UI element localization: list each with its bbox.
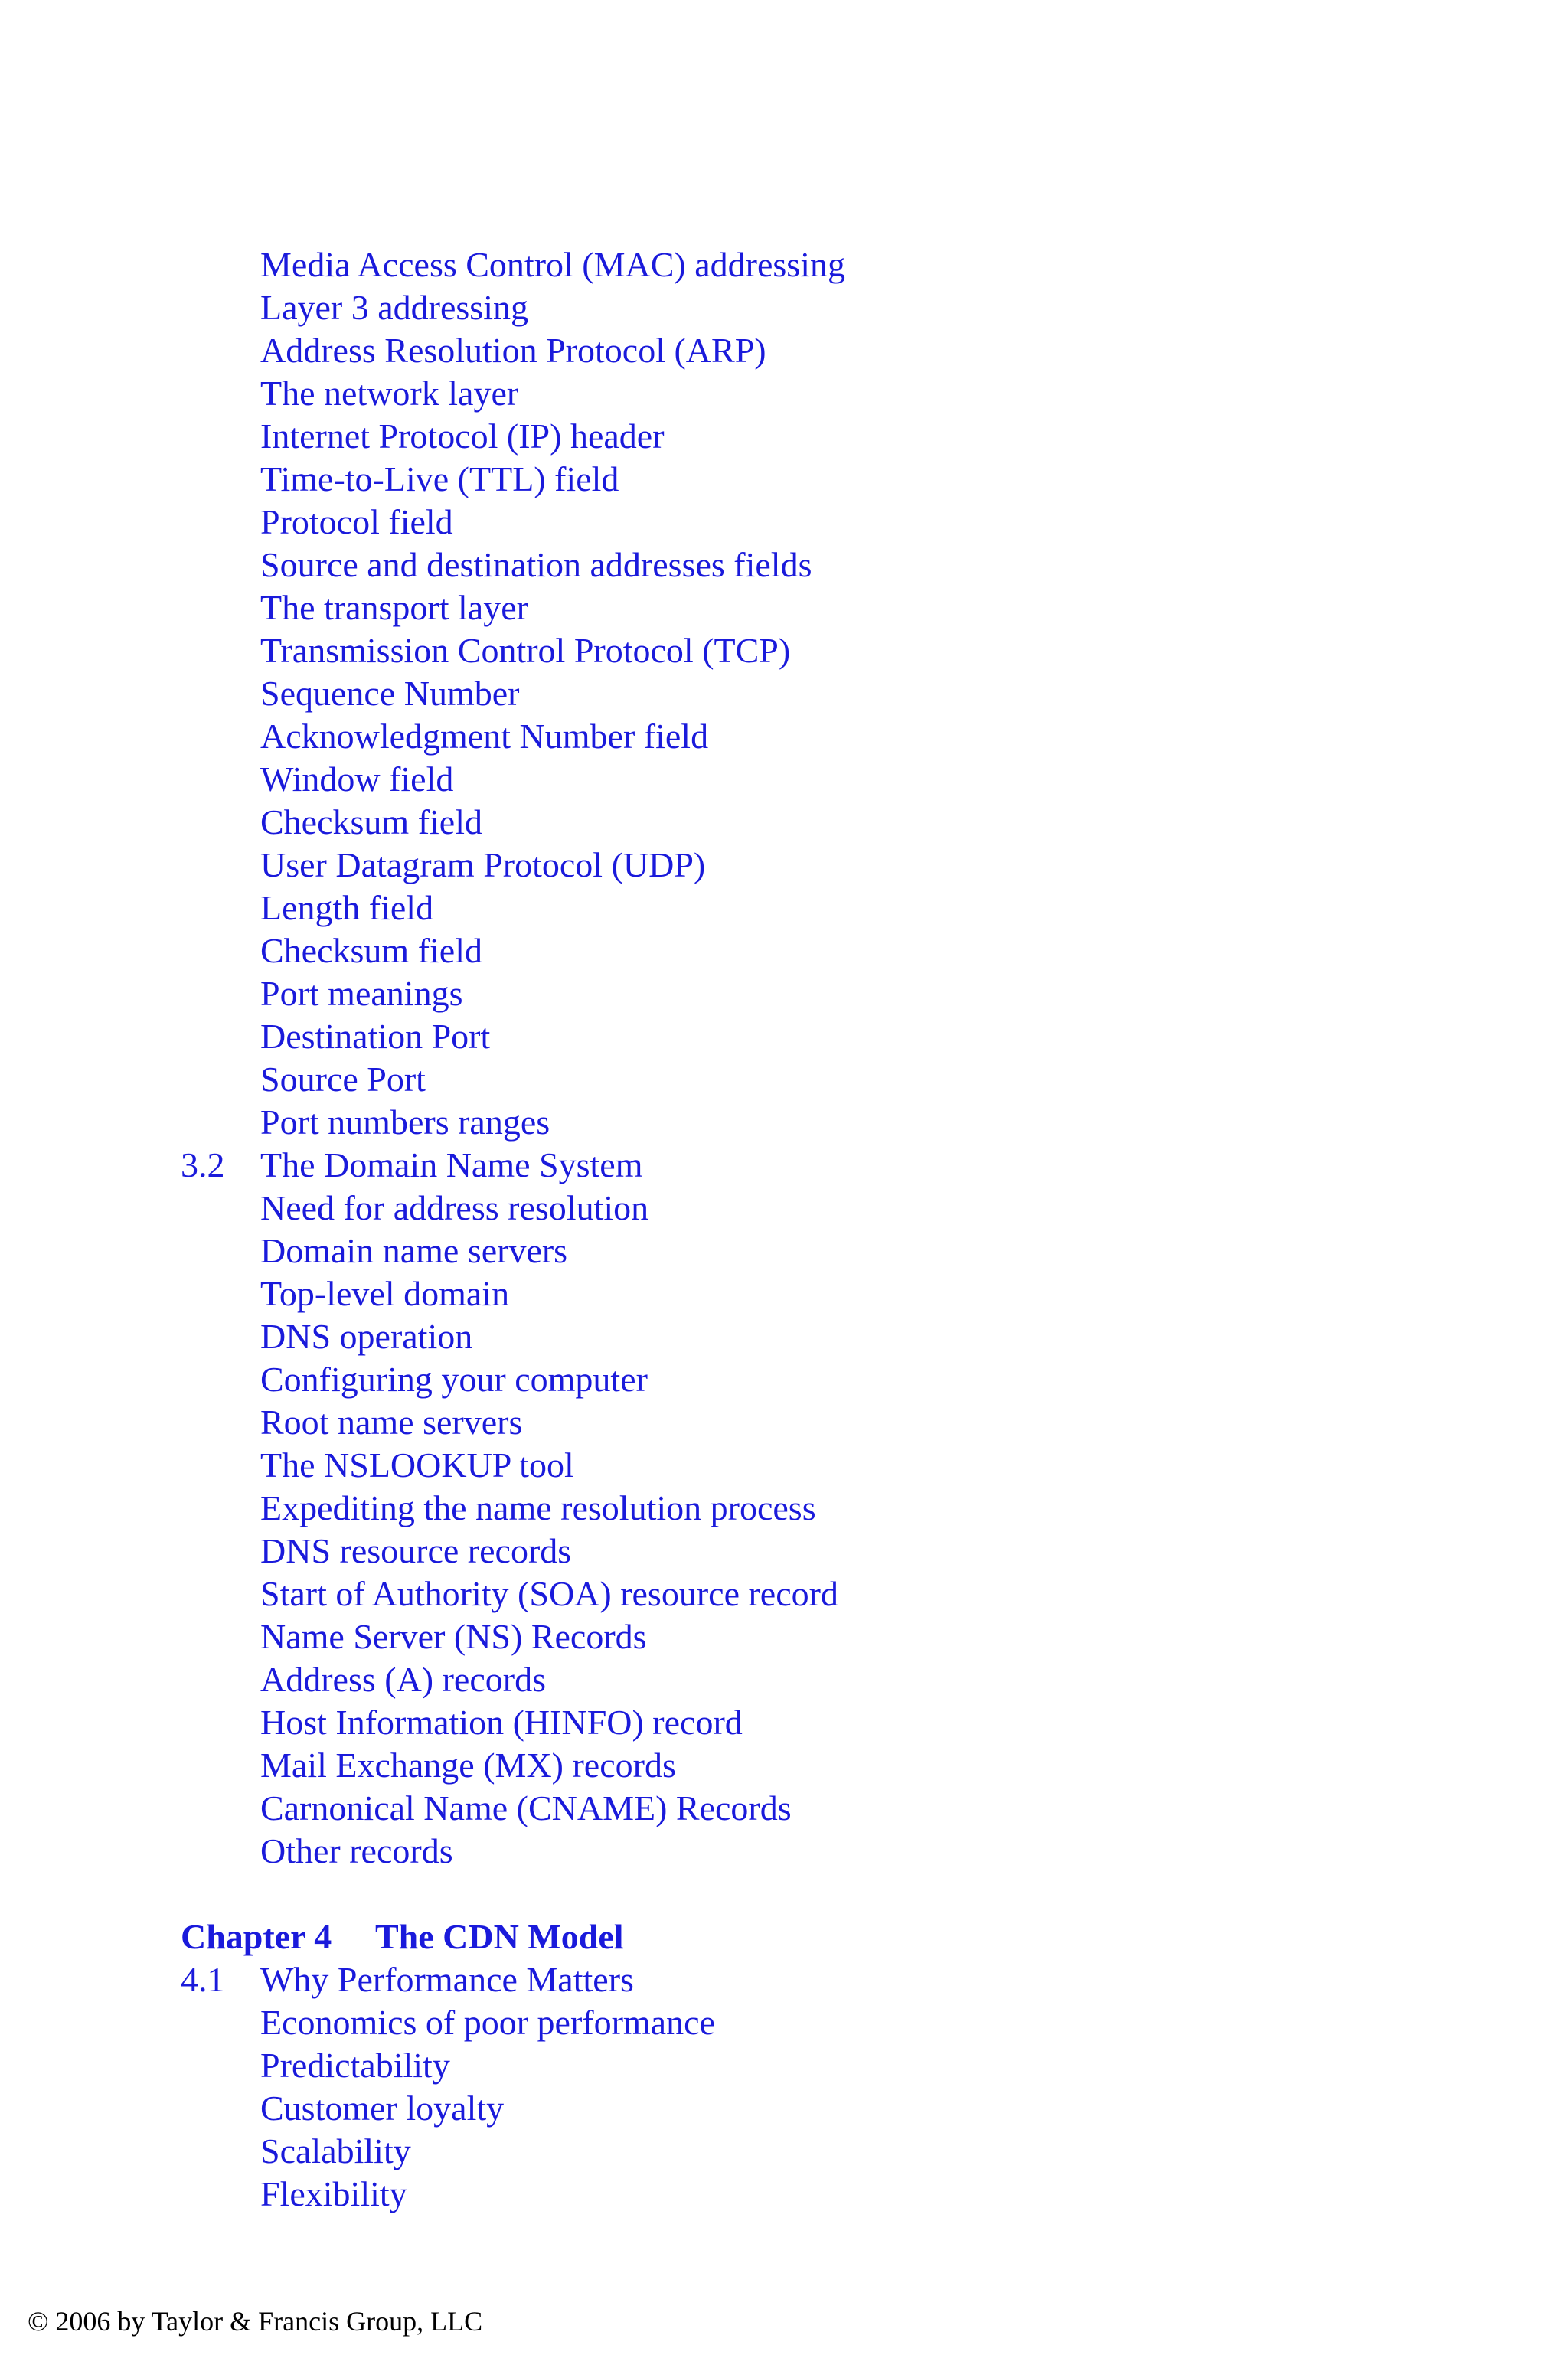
toc-entry[interactable] [0, 286, 1568, 329]
toc-entry-link[interactable]: Source Port [260, 1060, 426, 1099]
copyright-footer: © 2006 by Taylor & Francis Group, LLC [28, 2306, 483, 2337]
toc-entry[interactable] [0, 1487, 1568, 1530]
toc-entry[interactable] [0, 1187, 1568, 1230]
toc-entry-link[interactable]: The NSLOOKUP tool [260, 1445, 574, 1484]
toc-entry-link[interactable]: Expediting the name resolution process [260, 1488, 816, 1527]
toc-entry[interactable] [0, 415, 1568, 458]
toc-entry[interactable] [0, 1058, 1568, 1101]
toc-entry[interactable] [0, 1530, 1568, 1573]
toc-entry[interactable] [0, 715, 1568, 758]
section-number: 3.2 [181, 1145, 225, 1184]
toc-entry-link[interactable]: Flexibility [260, 2174, 407, 2213]
toc-entry-link[interactable]: Port meanings [260, 974, 463, 1013]
toc-chapter-4[interactable] [0, 1916, 1568, 1958]
toc-entry[interactable] [0, 1701, 1568, 1744]
toc-entry-link[interactable]: The transport layer [260, 588, 528, 627]
toc-entry-link[interactable]: Time-to-Live (TTL) field [260, 459, 619, 498]
section-title-link[interactable]: The Domain Name System [260, 1145, 643, 1184]
toc-entry-link[interactable]: Need for address resolution [260, 1188, 649, 1227]
toc-section-4-1[interactable] [0, 1958, 1568, 2001]
toc-entry-link[interactable]: Port numbers ranges [260, 1102, 550, 1142]
toc-entry-link[interactable]: Layer 3 addressing [260, 288, 528, 327]
toc-entry-link[interactable]: Configuring your computer [260, 1360, 648, 1399]
toc-entry-link[interactable]: Protocol field [260, 502, 453, 541]
toc-entry[interactable] [0, 758, 1568, 801]
chapter-label: Chapter 4 [181, 1917, 332, 1956]
toc-entry[interactable] [0, 1401, 1568, 1444]
toc-entry-link[interactable]: Window field [260, 759, 454, 799]
toc-entry-link[interactable]: Customer loyalty [260, 2089, 505, 2128]
toc-entry-link[interactable]: Mail Exchange (MX) records [260, 1746, 676, 1785]
toc-entry-link[interactable]: Address Resolution Protocol (ARP) [260, 331, 766, 370]
toc-entry[interactable] [0, 1658, 1568, 1701]
toc-entry[interactable] [0, 2173, 1568, 2216]
toc-entry-link[interactable]: DNS resource records [260, 1531, 572, 1570]
toc-entry-link[interactable]: Start of Authority (SOA) resource record [260, 1574, 838, 1613]
toc-entry[interactable] [0, 1615, 1568, 1658]
toc-entry-link[interactable]: User Datagram Protocol (UDP) [260, 845, 706, 884]
toc-entry[interactable] [0, 1573, 1568, 1615]
toc-entry-link[interactable]: Destination Port [260, 1017, 491, 1056]
toc-entry-link[interactable]: Sequence Number [260, 674, 520, 713]
toc-entry-link[interactable]: Source and destination addresses fields [260, 545, 812, 584]
toc-entry-link[interactable]: Predictability [260, 2046, 450, 2085]
toc-entry[interactable] [0, 1744, 1568, 1787]
toc-entry[interactable] [0, 1272, 1568, 1315]
toc-entry-link[interactable]: Transmission Control Protocol (TCP) [260, 631, 791, 670]
toc-entry[interactable] [0, 544, 1568, 586]
toc-entry[interactable] [0, 2044, 1568, 2087]
toc-entry-link[interactable]: Top-level domain [260, 1274, 510, 1313]
toc-entry[interactable] [0, 844, 1568, 887]
toc-entry[interactable] [0, 972, 1568, 1015]
toc-entry[interactable] [0, 2001, 1568, 2044]
toc-entry-link[interactable]: Checksum field [260, 802, 482, 841]
toc-entry[interactable] [0, 672, 1568, 715]
toc-entry-link[interactable]: Scalability [260, 2131, 411, 2170]
toc-entry[interactable] [0, 929, 1568, 972]
toc-entry-link[interactable]: Checksum field [260, 931, 482, 970]
section-number: 4.1 [181, 1960, 225, 1999]
toc-entry-link[interactable]: Length field [260, 888, 434, 927]
toc-entry[interactable] [0, 586, 1568, 629]
toc-entry-link[interactable]: DNS operation [260, 1317, 473, 1356]
toc-entry-link[interactable]: Address (A) records [260, 1660, 546, 1699]
toc-entry-link[interactable]: Acknowledgment Number field [260, 717, 709, 756]
toc-entry[interactable] [0, 2087, 1568, 2130]
toc-entry-link[interactable]: Other records [260, 1831, 453, 1870]
toc-entry[interactable] [0, 629, 1568, 672]
toc-entry[interactable] [0, 1358, 1568, 1401]
toc-entry[interactable] [0, 1315, 1568, 1358]
toc-entry[interactable] [0, 1015, 1568, 1058]
toc-entry[interactable] [0, 1101, 1568, 1144]
toc-entry[interactable] [0, 1444, 1568, 1487]
toc-entry-link[interactable]: Media Access Control (MAC) addressing [260, 245, 845, 284]
toc-entry-link[interactable]: Internet Protocol (IP) header [260, 416, 665, 456]
toc-entry[interactable] [0, 887, 1568, 929]
toc-entry-link[interactable]: Economics of poor performance [260, 2003, 715, 2042]
section-title-link[interactable]: Why Performance Matters [260, 1960, 634, 1999]
toc-entry[interactable] [0, 1830, 1568, 1873]
toc-entry[interactable] [0, 329, 1568, 372]
toc-section-3-2[interactable] [0, 1144, 1568, 1187]
toc-entry[interactable] [0, 243, 1568, 286]
toc-entry[interactable] [0, 1787, 1568, 1830]
chapter-title-link[interactable]: The CDN Model [375, 1917, 624, 1956]
table-of-contents [0, 243, 1568, 2216]
toc-entry-link[interactable]: Name Server (NS) Records [260, 1617, 647, 1656]
toc-entry-link[interactable]: Root name servers [260, 1403, 523, 1442]
toc-entry[interactable] [0, 372, 1568, 415]
toc-entry[interactable] [0, 801, 1568, 844]
toc-entry[interactable] [0, 1230, 1568, 1272]
toc-entry[interactable] [0, 501, 1568, 544]
toc-entry-link[interactable]: Domain name servers [260, 1231, 568, 1270]
toc-entry-link[interactable]: Host Information (HINFO) record [260, 1703, 743, 1742]
toc-entry-link[interactable]: Carnonical Name (CNAME) Records [260, 1788, 792, 1827]
toc-entry[interactable] [0, 458, 1568, 501]
toc-entry-link[interactable]: The network layer [260, 374, 519, 413]
toc-entry[interactable] [0, 2130, 1568, 2173]
